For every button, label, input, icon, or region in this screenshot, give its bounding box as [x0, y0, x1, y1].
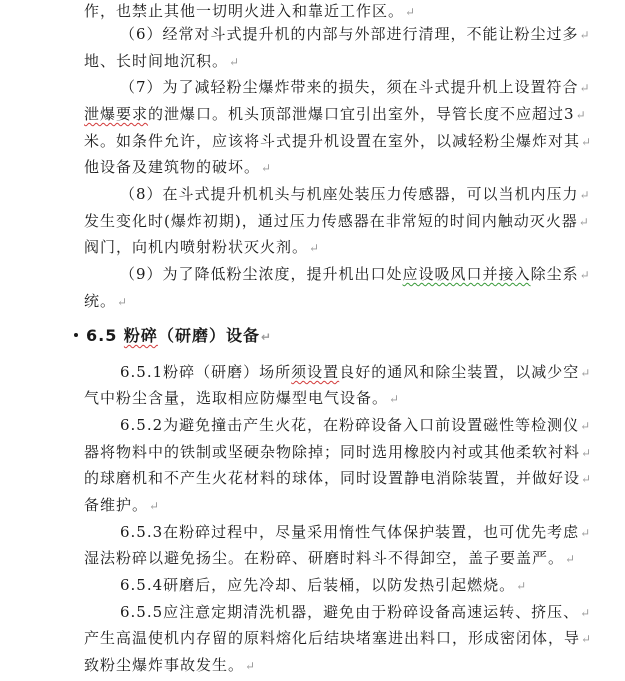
text-segment: 气中粉尘含量，选取相应防爆型电气设备。	[84, 389, 389, 407]
paragraph-mark-icon: ↵	[581, 632, 592, 646]
text-segment: 的泄爆口。机头顶部泄爆口宜引出室外，导管长度不应超过3	[148, 105, 575, 123]
paragraph-line	[0, 19, 625, 49]
text-segment: 6.5	[86, 326, 124, 345]
text-segment: 6.5.2为避免撞击产生火花，在粉碎设备入口前设置磁性等检测仪	[120, 416, 580, 434]
paragraph-line	[0, 410, 625, 440]
section-heading	[0, 321, 625, 351]
paragraph-line	[0, 650, 625, 680]
text-segment: 6.5.3在粉碎过程中，尽量采用惰性气体保护装置，也可优先考虑	[120, 523, 580, 541]
text-segment: 地、长时间地沉积。	[84, 52, 229, 70]
paragraph-mark-icon: ↵	[261, 161, 272, 175]
text-segment: 粉碎	[123, 326, 158, 345]
paragraph-mark-icon: ↵	[580, 526, 591, 540]
paragraph-line	[0, 99, 625, 129]
paragraph-mark-icon: ↵	[149, 499, 160, 513]
heading-bullet-icon	[74, 333, 78, 337]
text-segment: （研磨）设备	[157, 326, 260, 345]
text-segment: （8）在斗式提升机机头与机座处装压力传感器，可以当机内压力	[120, 185, 579, 203]
paragraph-line	[0, 232, 625, 262]
text-segment: 发生变化时(爆炸初期)，通过压力传感器在非常短的时间内触动灭火器	[84, 212, 578, 230]
text-segment: 作，也禁止其他一切明火进入和靠近工作区。	[84, 2, 405, 20]
paragraph-mark-icon: ↵	[229, 55, 240, 69]
paragraph-mark-icon: ↵	[565, 552, 576, 566]
paragraph-mark-icon: ↵	[581, 472, 592, 486]
paragraph-mark-icon: ↵	[389, 392, 400, 406]
paragraph-mark-icon: ↵	[580, 419, 591, 433]
paragraph-line	[0, 259, 625, 289]
paragraph-mark-icon: ↵	[580, 366, 591, 380]
text-segment: 良好的通风和除尘装置，以减少空	[339, 363, 580, 381]
paragraph-mark-icon: ↵	[245, 659, 256, 673]
paragraph-mark-icon: ↵	[516, 579, 527, 593]
text-segment: 产生高温使机内存留的原料熔化后结块堵塞进出料口，形成密闭体，导	[84, 629, 581, 647]
paragraph-mark-icon: ↵	[579, 28, 590, 42]
paragraph-line	[0, 623, 625, 653]
paragraph-line	[0, 543, 625, 573]
text-segment: 阀门，向机内喷射粉状灭火剂。	[84, 238, 309, 256]
text-segment: 湿法粉碎以避免扬尘。在粉碎、研磨时料斗不得卸空，盖子要盖严。	[84, 549, 565, 567]
text-segment: 米。如条件允许，应该将斗式提升机设置在室外，以减轻粉尘爆炸对其	[84, 132, 581, 150]
paragraph-line	[0, 383, 625, 413]
line-text	[86, 321, 271, 352]
paragraph-line	[0, 179, 625, 209]
paragraph-mark-icon: ↵	[260, 330, 272, 344]
paragraph-mark-icon: ↵	[578, 215, 589, 229]
paragraph-mark-icon: ↵	[580, 606, 591, 620]
paragraph-line	[0, 463, 625, 493]
paragraph-mark-icon: ↵	[575, 108, 586, 122]
text-segment: 除尘系	[530, 265, 579, 283]
text-segment: 的球磨机和不产生火花材料的球体，同时设置静电消除装置，并做好设	[84, 469, 581, 487]
paragraph-line	[0, 286, 625, 316]
paragraph-mark-icon: ↵	[581, 446, 592, 460]
paragraph-mark-icon: ↵	[309, 241, 320, 255]
line-text	[84, 286, 127, 317]
text-segment: 他设备及建筑物的破坏。	[84, 158, 261, 176]
paragraph-line	[0, 72, 625, 102]
text-segment: 应设吸风口并接入	[402, 265, 531, 283]
text-segment: （6）经常对斗式提升机的内部与外部进行清理，不能让粉尘过多	[120, 25, 579, 43]
text-segment: （7）为了减轻粉尘爆炸带来的损失，须在斗式提升机上设置符合	[120, 78, 579, 96]
paragraph-mark-icon: ↵	[579, 188, 590, 202]
paragraph-mark-icon: ↵	[579, 81, 590, 95]
text-segment: 器将物料中的铁制或坚硬杂物除掉；同时选用橡胶内衬或其他柔软衬料	[84, 443, 581, 461]
text-segment: 泄爆要求	[84, 105, 149, 123]
text-segment: 6.5.4研磨后，应先冷却、后装桶，以防发热引起燃烧。	[120, 576, 516, 594]
text-segment: 致粉尘爆炸事故发生。	[84, 656, 245, 674]
text-segment: （9）为了降低粉尘浓度，提升机出口处	[120, 265, 403, 283]
paragraph-mark-icon: ↵	[579, 268, 590, 282]
paragraph-line	[0, 152, 625, 182]
paragraph-line	[0, 570, 625, 600]
paragraph-mark-icon: ↵	[117, 295, 128, 309]
paragraph-mark-icon: ↵	[581, 135, 592, 149]
text-segment: 统。	[84, 292, 117, 310]
text-segment: 备维护。	[84, 496, 149, 514]
line-text	[84, 650, 255, 681]
text-segment: 6.5.5应注意定期清洗机器，避免由于粉碎设备高速运转、挤压、	[120, 603, 580, 621]
paragraph-mark-icon: ↵	[405, 5, 416, 19]
text-segment: 6.5.1粉碎（研磨）场所	[120, 363, 292, 381]
text-segment: 须设置	[291, 363, 340, 381]
paragraph-line	[0, 490, 625, 520]
